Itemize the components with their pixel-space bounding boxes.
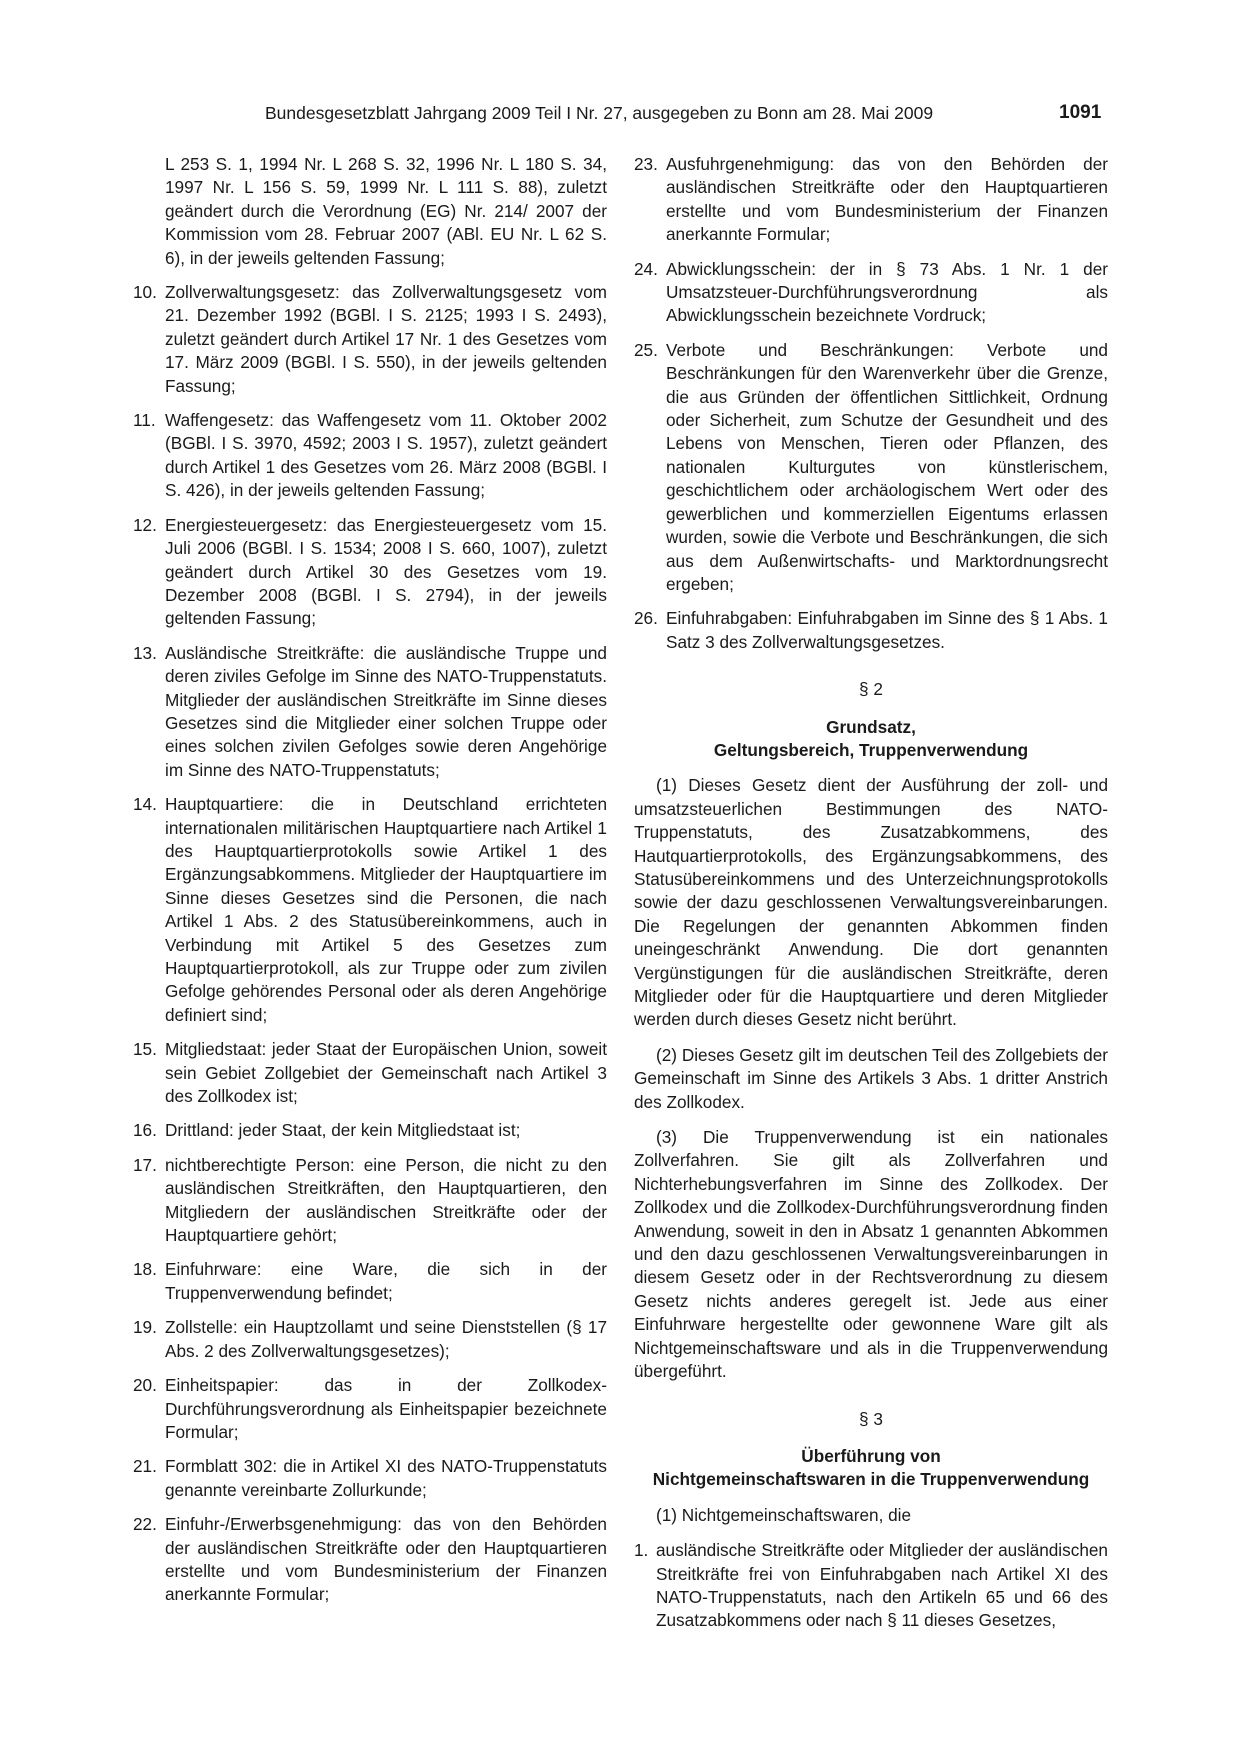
list-item-number: 22. [133,1514,157,1535]
list-item-text: Zollstelle: ein Hauptzollamt und seine Dienststellen (§ 17 Abs. 2 des Zollverwaltungsgesetzes); [165,1317,607,1361]
list-item-number: 21. [133,1456,157,1477]
section-3-title [634,1445,1108,1492]
list-item [133,1316,607,1363]
list-item-number: 25. [634,339,658,360]
list-item [634,153,1108,247]
list-item-text: Verbote und Beschränkungen: Verbote und Beschränkungen für den Warenverkehr über die Grenze, die aus Gründen der öffentlichen Sittlichkeit, Ordnung oder Sicherheit, zum Schutze der Gesundheit und des Lebens von Menschen, Tieren oder Pflanzen, des nationalen Kulturgutes von künstlerischem, geschichtlichem oder archäologischem Wert oder des gewerblichen und kommerziellen Eigentums erlassen wurden, sowie die Verbote und Beschränkungen, die sich aus dem Außenwirtschafts- und Marktordnungsrecht ergeben; [666,339,1108,594]
section-3-paragraph-1: (1) Nichtgemeinschaftswaren, die [656,1504,912,1525]
list-item [634,258,1108,328]
list-item-number: 11. [133,410,156,431]
list-item-text: Einfuhrabgaben: Einfuhrabgaben im Sinne des § 1 Abs. 1 Satz 3 des Zollverwaltungsgesetzes. [666,608,1108,652]
list-item-text: Einfuhr-/Erwerbsgenehmigung: das von den Behörden der ausländischen Streitkräfte oder den Hauptquartieren erstellte und vom Bundesministerium der Finanzen anerkannte Formular; [165,1514,607,1605]
list-item-number: 18. [133,1259,157,1280]
continuation-text: L 253 S. 1, 1994 Nr. L 268 S. 32, 1996 Nr. L 180 S. 34, 1997 Nr. L 156 S. 59, 1999 Nr. L 111 S. 88), zuletzt geändert durch die Verordnung (EG) Nr. 214/ 2007 der Kommission vom 28. Februar 2007 (ABl. EU Nr. L 62 S. 6), in der jeweils geltenden Fassung; [165,154,607,268]
definition-list-right [634,153,1108,654]
list-item-number: 1. [634,1540,649,1561]
section-2-title-line2: Geltungsbereich, Truppenverwendung [713,739,1029,760]
list-item-text: Hauptquartiere: die in Deutschland errichteten internationalen militärischen Hauptquartiere nach Artikel 1 des Hauptquartierprotokolls sowie Artikel 1 des Ergänzungsabkommens. Mitglieder der Hauptquartiere im Sinne dieses Gesetzes sind die Personen, die nach Artikel 1 Abs. 2 des Statusübereinkommens, auch in Verbindung mit Artikel 5 des Gesetzes zum Hauptquartierprotokoll, als zur Truppe oder zum zivilen Gefolge gehörendes Personal oder als deren Angehörige definiert sind; [165,794,607,1025]
list-item-text: Einfuhrware: eine Ware, die sich in der Truppenverwendung befindet; [165,1259,607,1303]
list-item [133,1119,607,1142]
section-3-list [634,1539,1108,1633]
list-item-text: Einheitspapier: das in der Zollkodex-Durchführungsverordnung als Einheitspapier bezeichnete Formular; [165,1375,607,1442]
list-item-number: 13. [133,642,157,663]
section-2-paragraph-3: (3) Die Truppenverwendung ist ein nationales Zollverfahren. Sie gilt als Zollverfahren und Nichterhebungsverfahren im Sinne des Zollkodex. Der Zollkodex und die Zollkodex-Durchführungsverordnung finden Anwendung, soweit in den in Absatz 1 genannten Abkommen und den dazu geschlossenen Verwaltungsvereinbarungen in diesem Gesetz oder in der Rechtsverordnung zu diesem Gesetz nichts anderes geregelt ist. Jede aus einer Einfuhrware hergestellte oder gewonnene Ware gilt als Nichtgemeinschaftsware und als in die Truppenverwendung übergeführt. [634,1127,1108,1382]
header-title: Bundesgesetzblatt Jahrgang 2009 Teil I Nr. 27, ausgegeben zu Bonn am 28. Mai 2009 [265,103,934,123]
list-item [133,1374,607,1444]
list-item-number: 12. [133,514,157,535]
list-item [133,281,607,398]
list-item [634,1539,1108,1633]
list-item-text: Mitgliedstaat: jeder Staat der Europäischen Union, soweit sein Gebiet Zollgebiet der Gemeinschaft nach Artikel 3 des Zollkodex ist; [165,1039,607,1107]
list-item [133,793,607,1027]
list-item [133,1455,607,1502]
list-item [133,642,607,782]
list-item-text: Waffengesetz: das Waffengesetz vom 11. Oktober 2002 (BGBl. I S. 3970, 4592; 2003 I S. 1957), zuletzt geändert durch Artikel 1 des Gesetzes vom 26. März 2008 (BGBl. I S. 426), in der jeweils geltenden Fassung; [165,410,607,501]
list-item-text: Ausländische Streitkräfte: die ausländische Truppe und deren ziviles Gefolge im Sinne des NATO-Truppenstatuts. Mitglieder der ausländischen Streitkräfte im Sinne dieses Gesetzes sind die Mitglieder einer solchen Truppe oder eines solchen zivilen Gefolges sowie deren Angehörige im Sinne des NATO-Truppenstatuts; [165,642,607,780]
right-column [634,153,1108,1644]
section-3-title-line2: Nichtgemeinschaftswaren in die Truppenverwendung [652,1469,1090,1490]
section-2-paragraph-2: (2) Dieses Gesetz gilt im deutschen Teil des Zollgebiets der Gemeinschaft im Sinne des Artikels 3 Abs. 1 dritter Anstrich des Zollkodex. [634,1044,1108,1112]
list-item-text: Energiesteuergesetz: das Energiesteuergesetz vom 15. Juli 2006 (BGBl. I S. 1534; 2008 I S. 660, 1007), zuletzt geändert durch Artikel 30 des Gesetzes vom 19. Dezember 2008 (BGBl. I S. 2794), in der jeweils geltenden Fassung; [165,514,607,629]
list-item-number: 17. [133,1154,157,1175]
list-item-number: 23. [634,154,658,174]
list-item-number: 19. [133,1317,157,1338]
list-item-text: nichtberechtigte Person: eine Person, die nicht zu den ausländischen Streitkräften, den Hauptquartieren, den Mitgliedern der ausländischen Streitkräfte oder der Hauptquartiere gehört; [165,1154,607,1246]
left-column [133,153,607,1618]
definition-list-left [133,281,607,1607]
list-item-number: 20. [133,1375,157,1396]
list-item [133,514,607,631]
list-item-text: Ausfuhrgenehmigung: das von den Behörden der ausländischen Streitkräfte oder den Hauptquartieren erstellte und vom Bundesministerium der Finanzen anerkannte Formular; [666,154,1108,245]
section-2-title [634,716,1108,763]
page-number: 1091 [1059,102,1102,123]
list-item-text: Abwicklungsschein: der in § 73 Abs. 1 Nr. 1 der Umsatzsteuer-Durchführungsverordnung als Abwicklungsschein bezeichnete Vordruck; [666,258,1108,326]
section-2-paragraph-1: (1) Dieses Gesetz dient der Ausführung der zoll- und umsatzsteuerlichen Bestimmungen des NATO-Truppenstatuts, des Zusatzabkommens, des Hautquartierprotokolls, des Ergänzungsabkommens, des Statusübereinkommens und des Unterzeichnungsprotokolls sowie der dazu geschlossenen Verwaltungsvereinbarungen. Die Regelungen der genannten Abkommen finden uneingeschränkt Anwendung. Die dort genannten Vergünstigungen für die ausländischen Streitkräfte, deren Mitglieder oder für die Hauptquartiere und deren Mitglieder werden durch dieses Gesetz nicht berührt. [634,775,1108,1030]
list-item-number: 14. [133,794,157,815]
list-item [133,409,607,503]
list-item-number: 26. [634,608,658,629]
list-item [133,1154,607,1248]
list-item-text: Zollverwaltungsgesetz: das Zollverwaltungsgesetz vom 21. Dezember 1992 (BGBl. I S. 2125; 1993 I S. 2493), zuletzt geändert durch Artikel 17 Nr. 1 des Gesetzes vom 17. März 2009 (BGBl. I S. 550), in der jeweils geltenden Fassung; [165,282,607,396]
list-item [133,1038,607,1108]
list-item-text: ausländische Streitkräfte oder Mitglieder der ausländischen Streitkräfte frei von Einfuhrabgaben nach Artikel XI des NATO-Truppenstatuts, nach den Artikeln 65 und 66 des Zusatzabkommens oder nach § 11 dieses Gesetzes, [656,1540,1108,1631]
section-3-title-line1: Überführung von [801,1445,941,1466]
section-3-number: § 3 [859,1408,883,1429]
page-header [0,98,1241,128]
list-item [133,1258,607,1305]
list-item [634,607,1108,654]
list-item [133,1513,607,1607]
list-item-text: Drittland: jeder Staat, der kein Mitgliedstaat ist; [165,1120,521,1141]
section-2-number: § 2 [859,679,883,700]
list-item-number: 24. [634,258,658,279]
section-2-title-line1: Grundsatz, [826,716,916,737]
list-item-number: 15. [133,1039,157,1060]
list-item-number: 16. [133,1120,157,1141]
list-item-number: 10. [133,282,157,303]
list-item [634,339,1108,596]
list-item-text: Formblatt 302: die in Artikel XI des NATO-Truppenstatuts genannte vereinbarte Zollurkunde; [165,1456,607,1500]
